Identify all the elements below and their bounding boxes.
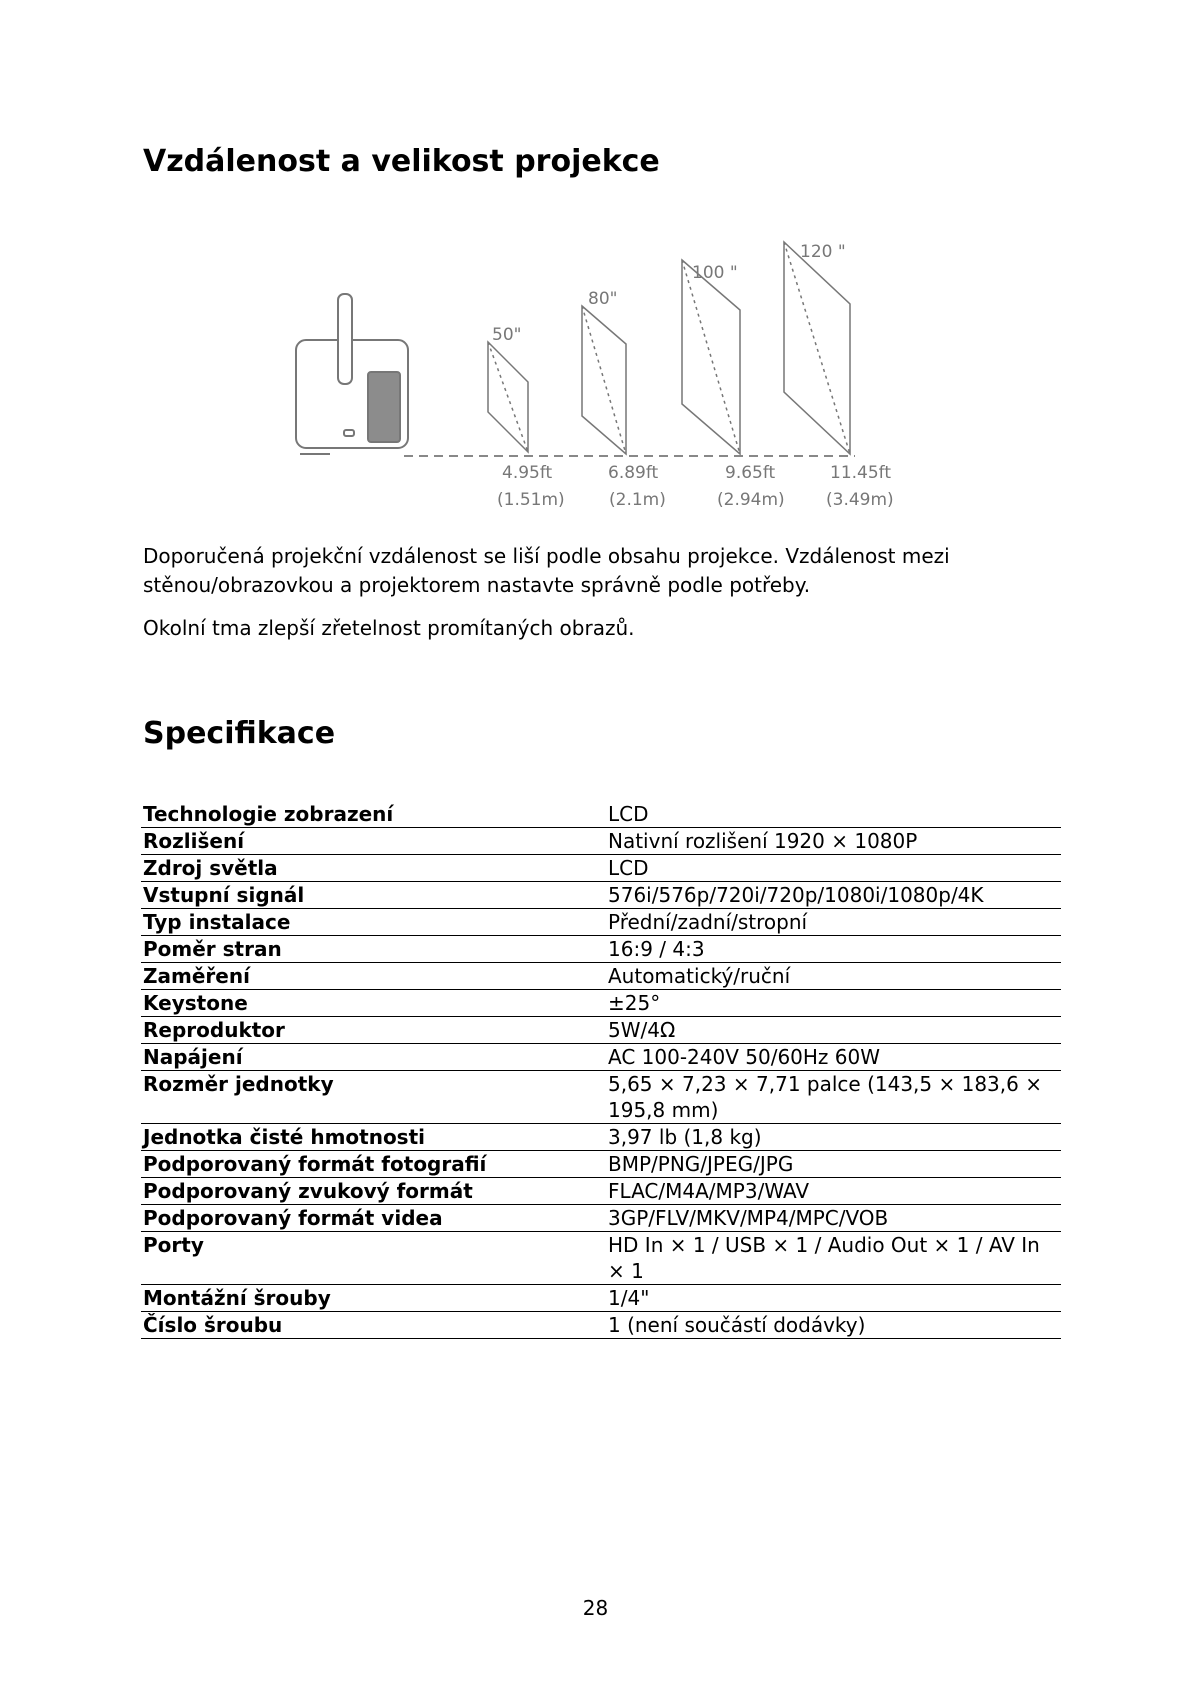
spec-label: Podporovaný zvukový formát [141,1178,606,1205]
screen-100 [682,260,740,454]
table-row [141,882,1061,909]
spec-label: Vstupní signál [141,882,606,909]
spec-value: ±25° [606,990,1061,1017]
table-row [141,1124,1061,1151]
table-row [141,855,1061,882]
spec-label: Rozměr jednotky [141,1071,606,1124]
spec-value: 5,65 × 7,23 × 7,71 palce (143,5 × 183,6 × 195,8 mm) [606,1071,1061,1124]
spec-value: HD In × 1 / USB × 1 / Audio Out × 1 / AV In × 1 [606,1232,1061,1285]
size-label-120: 120 " [800,242,846,262]
table-row [141,1044,1061,1071]
screen-120 [784,242,850,454]
spec-label: Podporovaný formát fotografií [141,1151,606,1178]
spec-value: Přední/zadní/stropní [606,909,1061,936]
section-title-specs: Specifikace [143,716,336,751]
size-label-100: 100 " [692,263,738,283]
spec-value: Automatický/ruční [606,963,1061,990]
screen-50 [488,342,528,452]
spec-label: Reproduktor [141,1017,606,1044]
table-row [141,909,1061,936]
projection-paragraph-2: Okolní tma zlepší zřetelnost promítaných obrazů. [143,616,635,640]
spec-label: Porty [141,1232,606,1285]
screen-80 [582,306,626,454]
spec-table [141,801,1061,1339]
spec-label: Číslo šroubu [141,1312,606,1339]
page-number: 28 [582,1596,609,1620]
spec-label: Napájení [141,1044,606,1071]
spec-value: 5W/4Ω [606,1017,1061,1044]
table-row [141,1071,1061,1124]
distance-ft-80: 6.89ft [608,463,659,483]
spec-value: BMP/PNG/JPEG/JPG [606,1151,1061,1178]
table-row [141,963,1061,990]
projection-paragraph-1: Doporučená projekční vzdálenost se liší podle obsahu projekce. Vzdálenost mezi stěnou/obrazovkou a projektorem nastavte správně podle potřeby. [143,544,950,597]
table-row [141,936,1061,963]
size-label-50: 50" [492,325,522,345]
spec-value: 3,97 lb (1,8 kg) [606,1124,1061,1151]
spec-value: LCD [606,801,1061,828]
table-row [141,1232,1061,1285]
table-row [141,990,1061,1017]
table-row [141,1178,1061,1205]
distance-ft-100: 9.65ft [725,463,776,483]
distance-m-120: (3.49m) [826,490,894,510]
spec-label: Keystone [141,990,606,1017]
spec-label: Zaměření [141,963,606,990]
spec-value: FLAC/M4A/MP3/WAV [606,1178,1061,1205]
distance-m-50: (1.51m) [497,490,565,510]
spec-label: Typ instalace [141,909,606,936]
table-row [141,1017,1061,1044]
distance-ft-50: 4.95ft [502,463,553,483]
table-row [141,1151,1061,1178]
spec-label: Jednotka čisté hmotnosti [141,1124,606,1151]
spec-value: 1 (není součástí dodávky) [606,1312,1061,1339]
spec-label: Podporovaný formát videa [141,1205,606,1232]
spec-value: 576i/576p/720i/720p/1080i/1080p/4K [606,882,1061,909]
table-row [141,828,1061,855]
distance-m-80: (2.1m) [609,490,666,510]
spec-value: 16:9 / 4:3 [606,936,1061,963]
spec-value: 1/4" [606,1285,1061,1312]
section-title-projection: Vzdálenost a velikost projekce [143,144,660,179]
projector-illustration [296,294,408,454]
table-row [141,801,1061,828]
size-label-80: 80" [588,289,618,309]
distance-m-100: (2.94m) [717,490,785,510]
spec-value: AC 100-240V 50/60Hz 60W [606,1044,1061,1071]
table-row [141,1205,1061,1232]
table-row [141,1312,1061,1339]
spec-value: 3GP/FLV/MKV/MP4/MPC/VOB [606,1205,1061,1232]
spec-label: Poměr stran [141,936,606,963]
spec-label: Rozlišení [141,828,606,855]
spec-label: Technologie zobrazení [141,801,606,828]
spec-value: Nativní rozlišení 1920 × 1080P [606,828,1061,855]
spec-value: LCD [606,855,1061,882]
projection-distance-diagram [280,232,940,532]
table-row [141,1285,1061,1312]
spec-label: Zdroj světla [141,855,606,882]
distance-ft-120: 11.45ft [830,463,892,483]
spec-label: Montážní šrouby [141,1285,606,1312]
